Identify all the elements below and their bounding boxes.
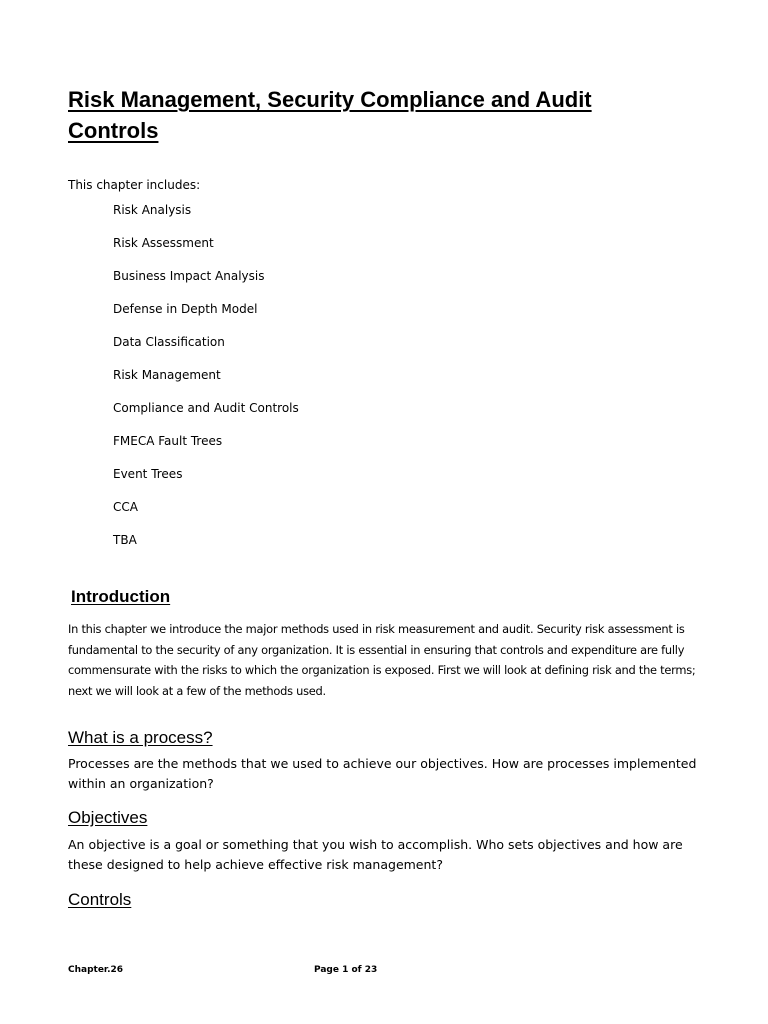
topic-item: Compliance and Audit Controls — [113, 401, 299, 415]
controls-heading: Controls — [68, 890, 132, 909]
topic-item: Data Classification — [113, 335, 225, 349]
process-paragraph: Processes are the methods that we used to achieve our objectives. How are processes implemented within an organization? — [68, 756, 697, 791]
introduction-paragraph: In this chapter we introduce the major methods used in risk measurement and audit. Security risk assessment is fundamental to the security of any organization. It is essential in ensuring that controls and expenditure are fully commensurate with the risks to which the organization is exposed. First we will look at defining risk and the terms; next we will look at a few of the methods used. — [68, 622, 696, 698]
topic-item: Risk Analysis — [113, 203, 192, 217]
topic-item: FMECA Fault Trees — [113, 434, 223, 448]
page-title: Risk Management, Security Compliance and Audit Controls — [68, 87, 592, 143]
topic-item: Business Impact Analysis — [113, 269, 265, 283]
topic-item: Defense in Depth Model — [113, 302, 258, 316]
topic-item: TBA — [113, 533, 137, 547]
topic-item: CCA — [113, 500, 138, 514]
topic-item: Risk Assessment — [113, 236, 214, 250]
topic-item: Event Trees — [113, 467, 183, 481]
footer-chapter: Chapter.26 — [68, 965, 124, 975]
topic-item: Risk Management — [113, 368, 221, 382]
process-heading: What is a process? — [68, 728, 213, 747]
objectives-heading: Objectives — [68, 808, 148, 827]
includes-label: This chapter includes: — [68, 178, 201, 192]
objectives-paragraph: An objective is a goal or something that you wish to accomplish. Who sets objectives and how are these designed to help achieve effective risk management? — [68, 837, 683, 872]
footer-page-number: Page 1 of 23 — [314, 965, 378, 975]
introduction-heading: Introduction — [71, 587, 171, 606]
chapter-topics-list — [113, 202, 299, 565]
